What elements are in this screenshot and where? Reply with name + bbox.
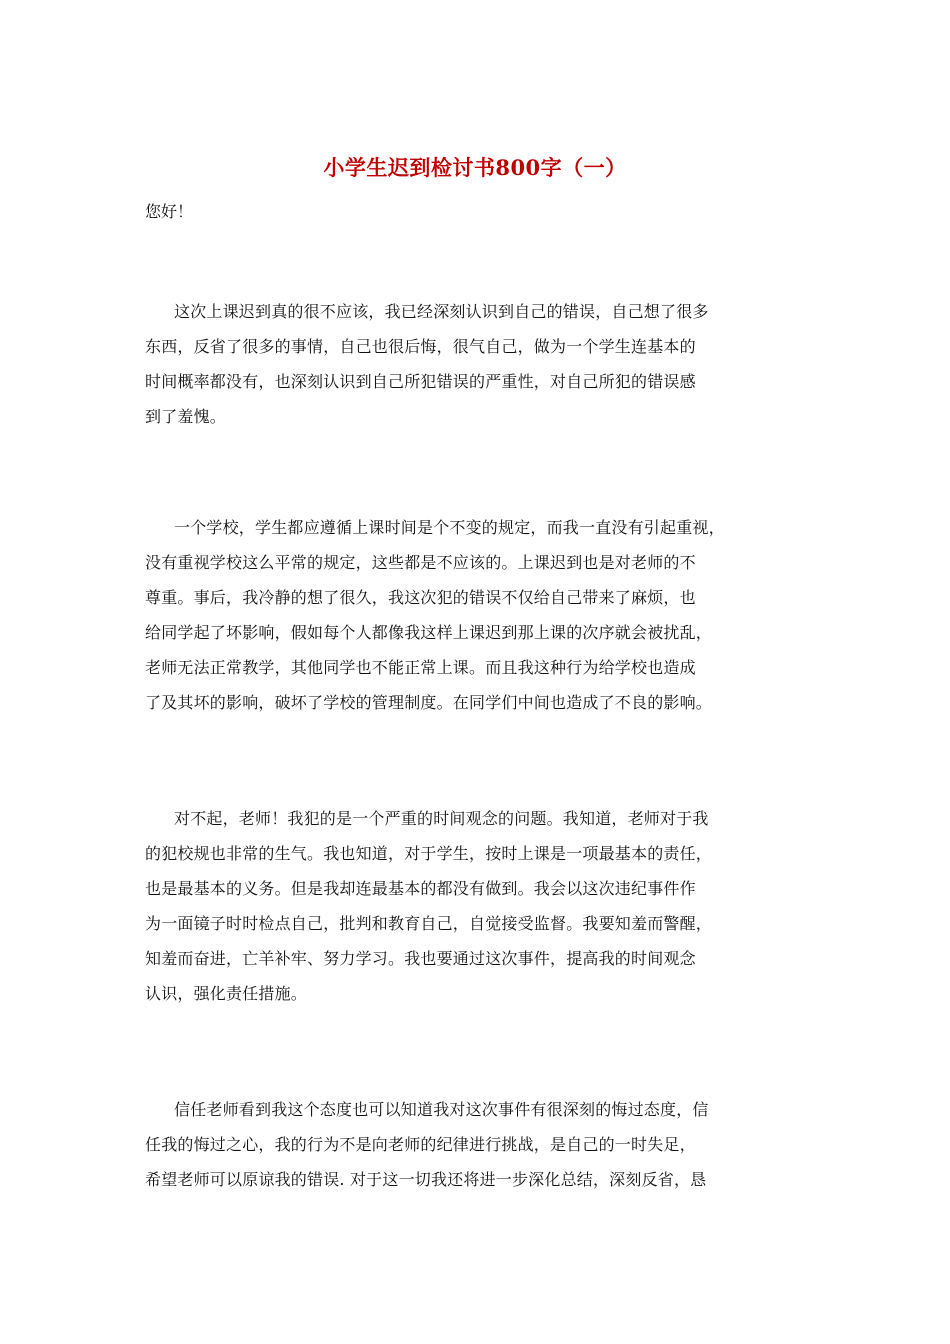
paragraph-line: 没有重视学校这么平常的规定，这些都是不应该的。上课迟到也是对老师的不 [145, 553, 696, 572]
paragraph-line: 时间概率都没有，也深刻认识到自己所犯错误的严重性，对自己所犯的错误感 [145, 372, 696, 391]
paragraph-line: 东西，反省了很多的事情，自己也很后悔，很气自己，做为一个学生连基本的 [145, 337, 696, 356]
paragraph-line: 任我的悔过之心，我的行为不是向老师的纪律进行挑战，是自己的一时失足， [145, 1135, 696, 1154]
greeting: 您好！ [145, 202, 194, 221]
paragraph-line: 为一面镜子时时检点自己，批判和教育自己，自觉接受监督。我要知羞而警醒， [145, 914, 713, 933]
paragraph-line: 到了羞愧。 [145, 407, 227, 426]
paragraph-line: 的犯校规也非常的生气。我也知道，对于学生，按时上课是一项最基本的责任， [145, 844, 713, 863]
paragraph-line: 给同学起了坏影响，假如每个人都像我这样上课迟到那上课的次序就会被扰乱， [145, 623, 713, 642]
paragraph-3 [145, 801, 835, 1011]
paragraph-1 [145, 294, 835, 434]
paragraph-line: 知羞而奋进，亡羊补牢、努力学习。我也要通过这次事件，提高我的时间观念 [145, 949, 696, 968]
document-title: 小学生迟到检讨书800字（一） [323, 155, 627, 180]
paragraph-line: 尊重。事后，我冷静的想了很久，我这次犯的错误不仅给自己带来了麻烦，也 [145, 588, 696, 607]
paragraph-line: 也是最基本的义务。但是我却连最基本的都没有做到。我会以这次违纪事件作 [145, 879, 696, 898]
paragraph-2 [145, 510, 835, 720]
paragraph-line: 对不起，老师！我犯的是一个严重的时间观念的问题。我知道，老师对于我 [174, 809, 709, 828]
paragraph-line: 这次上课迟到真的很不应该，我已经深刻认识到自己的错误，自己想了很多 [174, 302, 709, 321]
paragraph-line: 希望老师可以原谅我的错误. 对于这一切我还将进一步深化总结，深刻反省，恳 [145, 1170, 707, 1189]
paragraph-4 [145, 1092, 835, 1197]
paragraph-line: 了及其坏的影响，破坏了学校的管理制度。在同学们中间也造成了不良的影响。 [145, 693, 713, 712]
paragraph-line: 一个学校，学生都应遵循上课时间是个不变的规定，而我一直没有引起重视， [174, 518, 725, 537]
paragraph-line: 老师无法正常教学，其他同学也不能正常上课。而且我这种行为给学校也造成 [145, 658, 696, 677]
paragraph-line: 认识，强化责任措施。 [145, 984, 308, 1003]
paragraph-line: 信任老师看到我这个态度也可以知道我对这次事件有很深刻的悔过态度，信 [174, 1100, 709, 1119]
